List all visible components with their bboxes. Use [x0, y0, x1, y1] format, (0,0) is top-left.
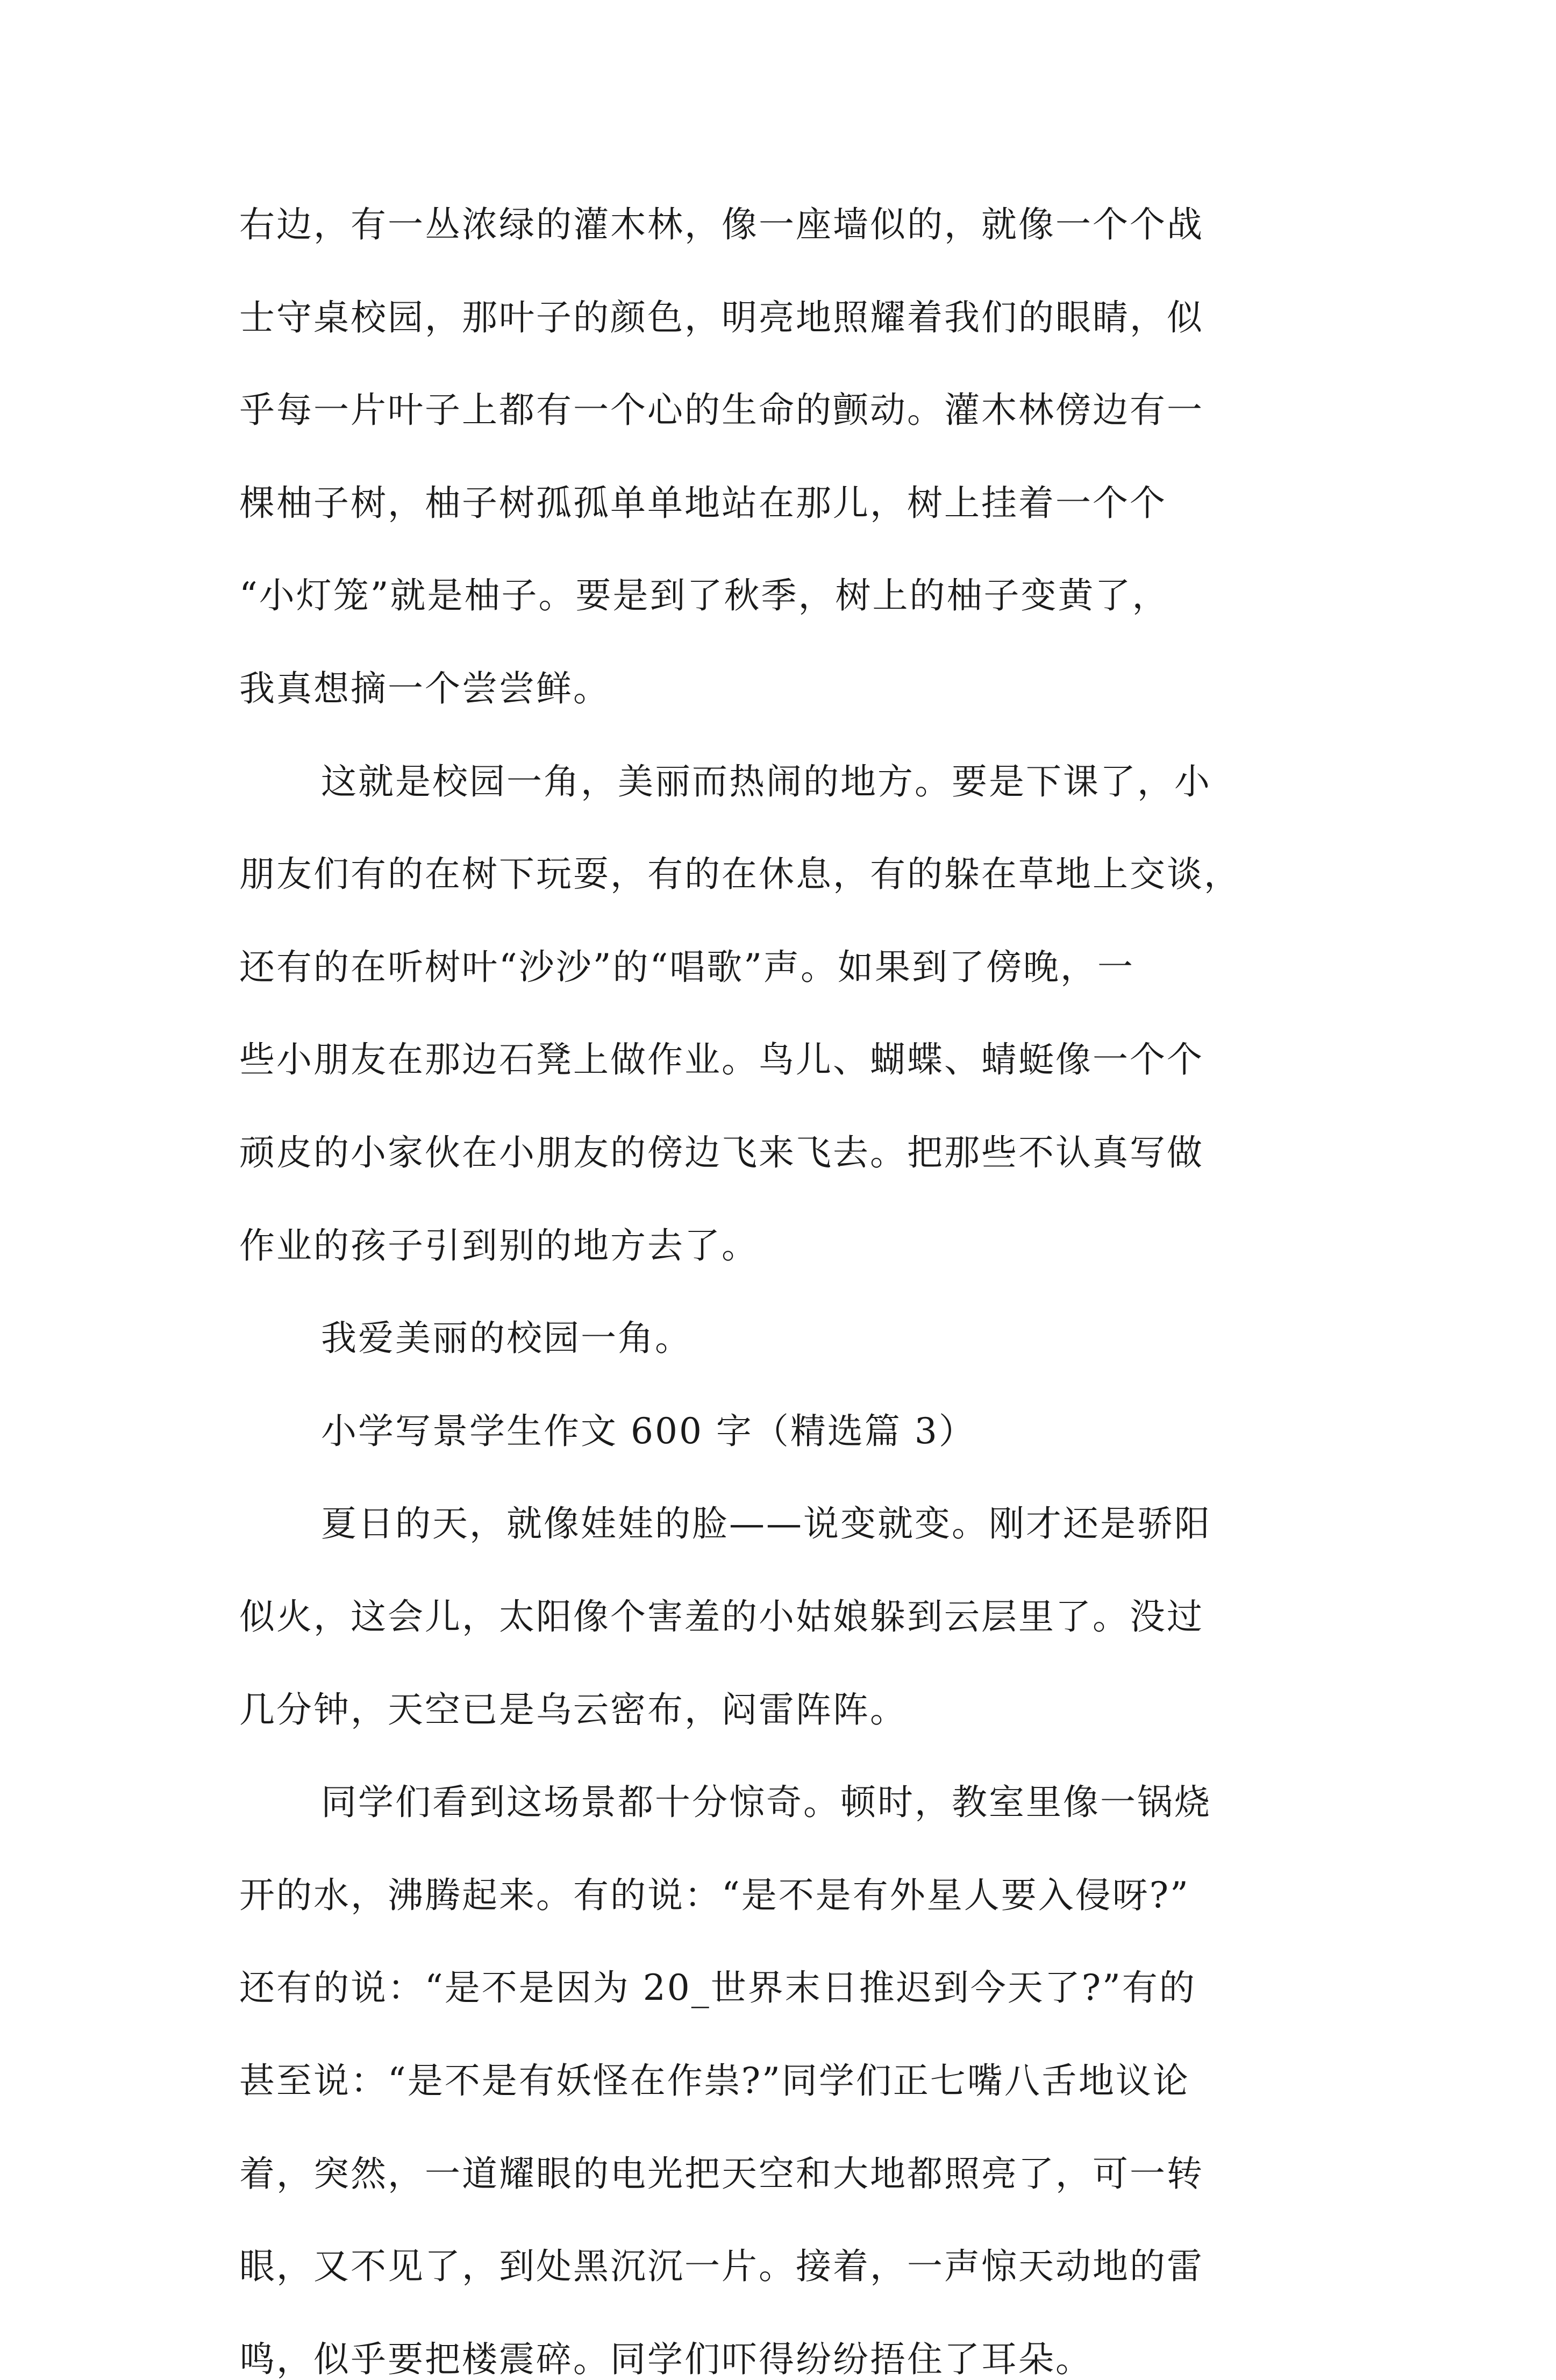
- text-line: 些小朋友在那边石凳上做作业。鸟儿、蝴蝶、蜻蜓像一个个: [239, 1039, 1204, 1080]
- text-line: 着，突然，一道耀眼的电光把天空和大地都照亮了，可一转: [239, 2153, 1204, 2194]
- text-line: 朋友们有的在树下玩耍，有的在休息，有的躲在草地上交谈，: [239, 853, 1241, 895]
- text-line: 我真想摘一个尝尝鲜。: [239, 668, 610, 709]
- paragraph-start-line: 我爱美丽的校园一角。: [321, 1317, 692, 1359]
- text-line: “小灯笼”就是柚子。要是到了秋季，树上的柚子变黄了，: [239, 575, 1169, 616]
- text-line: 棵柚子树，柚子树孤孤单单地站在那儿，树上挂着一个个: [239, 482, 1167, 524]
- text-line: 开的水，沸腾起来。有的说：“是不是有外星人要入侵呀?”: [239, 1875, 1190, 1916]
- text-line: 似火，这会儿，太阳像个害羞的小姑娘躲到云层里了。没过: [239, 1596, 1204, 1637]
- text-line: 眼，又不见了，到处黑沉沉一片。接着，一声惊天动地的雷: [239, 2246, 1204, 2287]
- text-line: 还有的在听树叶“沙沙”的“唱歌”声。如果到了傍晚，一: [239, 946, 1134, 988]
- text-line: 右边，有一丛浓绿的灌木林，像一座墙似的，就像一个个战: [239, 204, 1204, 245]
- text-line: 还有的说：“是不是因为 20_世界末日推迟到今天了?”有的: [239, 1967, 1196, 2008]
- paragraph-start-line: 夏日的天，就像娃娃的脸——说变就变。刚才还是骄阳: [321, 1503, 1211, 1544]
- paragraph-start-line: 同学们看到这场景都十分惊奇。顿时，教室里像一锅烧: [321, 1782, 1211, 1823]
- text-line: 乎每一片叶子上都有一个心的生命的颤动。灌木林傍边有一: [239, 389, 1204, 431]
- text-line: 几分钟，天空已是乌云密布，闷雷阵阵。: [239, 1689, 907, 1730]
- text-line: 顽皮的小家伙在小朋友的傍边飞来飞去。把那些不认真写做: [239, 1132, 1204, 1173]
- section-heading: 小学写景学生作文 600 字（精选篇 3）: [321, 1410, 976, 1452]
- text-line: 作业的孩子引到别的地方去了。: [239, 1225, 759, 1266]
- paragraph-start-line: 这就是校园一角，美丽而热闹的地方。要是下课了，小: [321, 761, 1211, 802]
- text-line: 士守桌校园，那叶子的颜色，明亮地照耀着我们的眼睛，似: [239, 297, 1204, 338]
- text-line: 甚至说：“是不是有妖怪在作祟?”同学们正七嘴八舌地议论: [239, 2060, 1190, 2101]
- text-line: 鸣，似乎要把楼震碎。同学们吓得纷纷捂住了耳朵。: [239, 2339, 1093, 2380]
